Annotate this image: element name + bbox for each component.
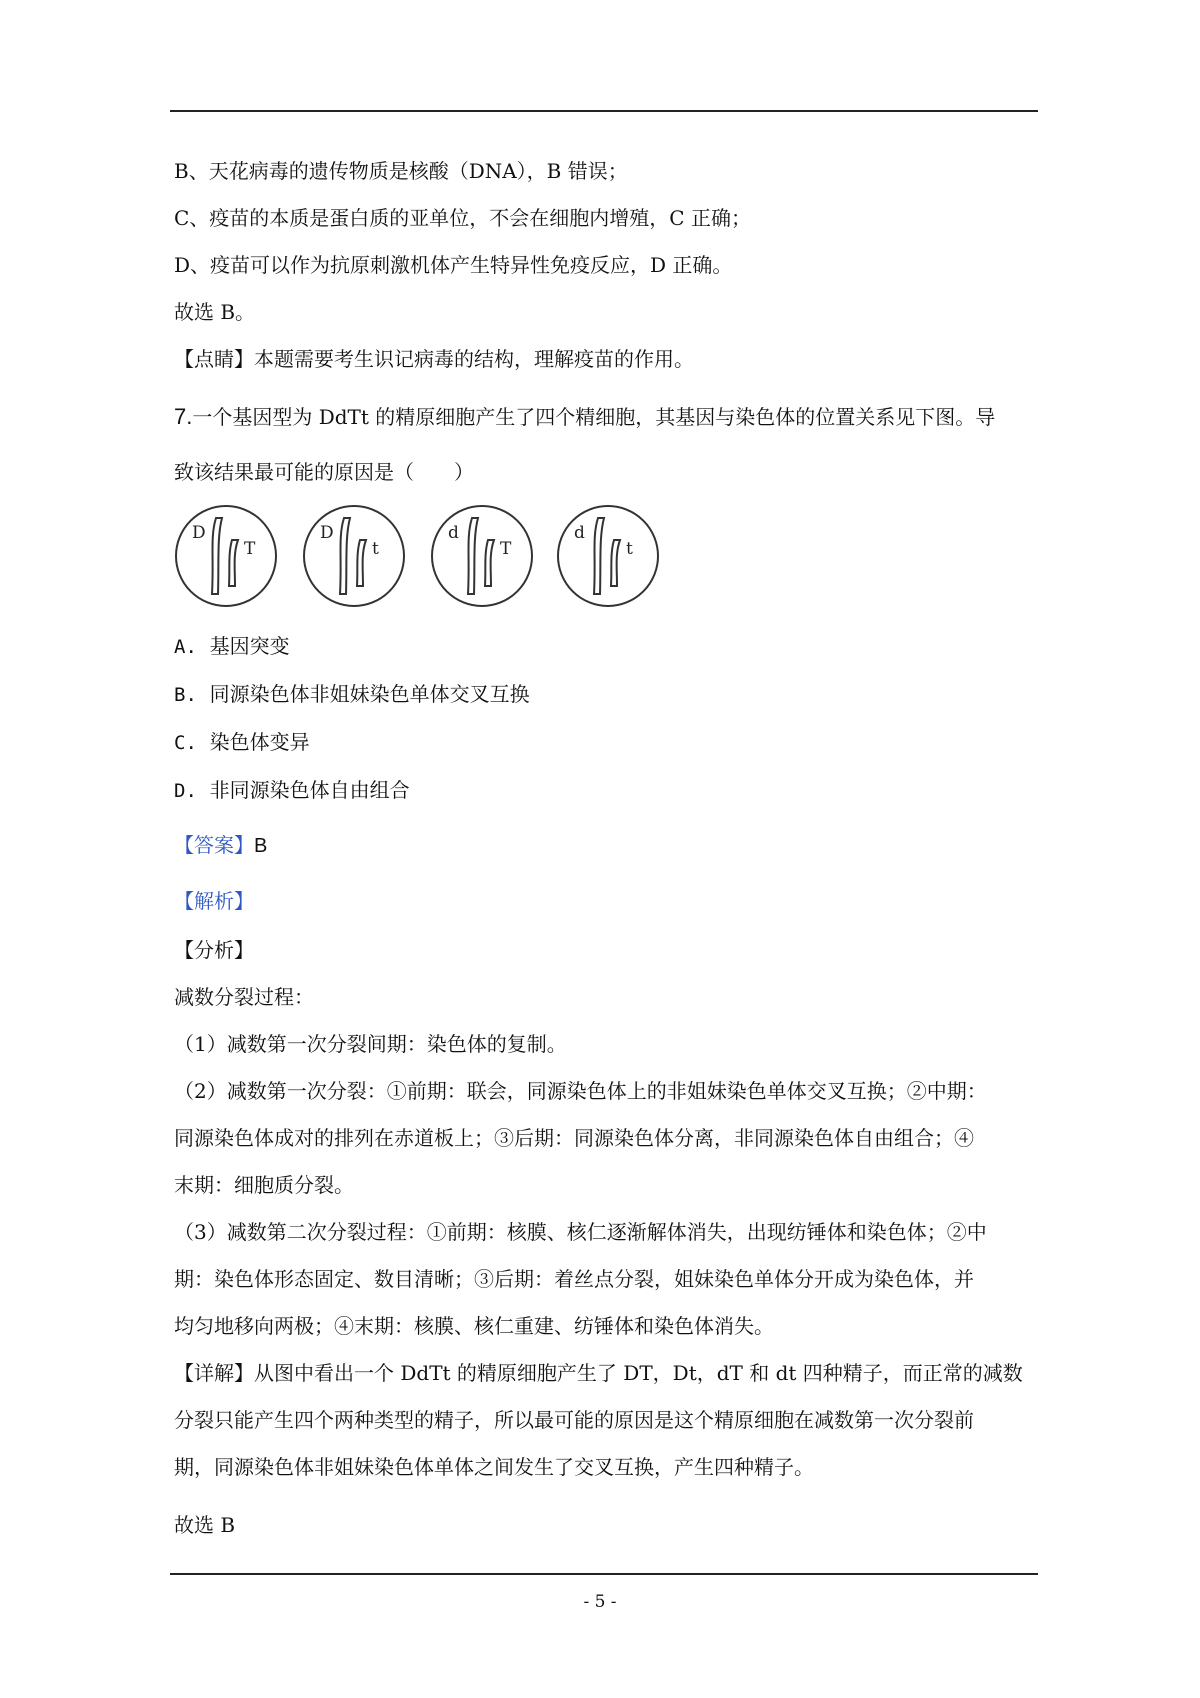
page-number: - 5 - — [583, 1592, 617, 1612]
option-d — [174, 776, 410, 805]
gene-label-right: T — [500, 539, 512, 559]
option-letter: D. — [174, 780, 197, 802]
analysis-line: 同源染色体成对的排列在赤道板上；③后期：同源染色体分离，非同源染色体自由组合；④ — [174, 1126, 974, 1150]
analysis-line: （2）减数第一次分裂：①前期：联会，同源染色体上的非姐妹染色单体交叉互换；②中期： — [174, 1079, 987, 1103]
option-text: 非同源染色体自由组合 — [209, 778, 410, 802]
analysis-line: 减数分裂过程： — [174, 985, 314, 1009]
note-text: 本题需要考生识记病毒的结构，理解疫苗的作用。 — [254, 347, 694, 371]
option-c — [174, 728, 310, 757]
gene-label-right: t — [626, 539, 633, 559]
gene-label-left: D — [320, 523, 334, 543]
gene-label-right: T — [244, 539, 256, 559]
detail-line-2: 分裂只能产生四个两种类型的精子，所以最可能的原因是这个精原细胞在减数第一次分裂前 — [174, 1408, 974, 1432]
prev-note — [174, 345, 694, 373]
question-stem-text-1: 一个基因型为 DdTt 的精原细胞产生了四个精细胞，其基因与染色体的位置关系见下图。导 — [192, 405, 996, 429]
cell-diagram-1 — [172, 502, 280, 610]
analysis-sub-tag: 【分析】 — [174, 938, 254, 962]
question-stem-line-2: 致该结果最可能的原因是（ ） — [174, 460, 474, 484]
cell-diagram-2 — [300, 502, 408, 610]
question-stem-line-1 — [174, 403, 995, 431]
question-number: 7. — [174, 404, 193, 429]
cell-membrane — [304, 506, 404, 606]
prev-choice: 故选 B。 — [174, 300, 256, 324]
answer-value: B — [254, 835, 268, 857]
detail-text: 从图中看出一个 DdTt 的精原细胞产生了 DT，Dt，dT 和 dt 四种精子，而正常的减数 — [254, 1361, 1023, 1385]
small-chromosome — [229, 540, 238, 586]
detail-tag: 【详解】 — [174, 1361, 254, 1385]
option-letter: A. — [174, 636, 197, 658]
large-chromosome — [212, 518, 222, 594]
cell-membrane — [432, 506, 532, 606]
prev-option-d-explanation: D、疫苗可以作为抗原刺激机体产生特异性免疫反应，D 正确。 — [174, 253, 733, 277]
answer-tag: 【答案】 — [174, 833, 254, 857]
option-letter: B. — [174, 684, 197, 706]
note-tag: 【点睛】 — [174, 347, 254, 371]
gene-label-right: t — [372, 539, 379, 559]
large-chromosome — [340, 518, 350, 594]
cell-diagram-3 — [428, 502, 536, 610]
gene-label-left: d — [448, 523, 459, 543]
gene-label-left: D — [192, 523, 206, 543]
chromosome-figure — [172, 502, 672, 614]
option-text: 同源染色体非姐妹染色单体交叉互换 — [209, 682, 530, 706]
answer-line — [174, 831, 267, 860]
small-chromosome — [357, 540, 366, 586]
analysis-line: 末期：细胞质分裂。 — [174, 1173, 354, 1197]
analysis-line: 均匀地移向两极；④末期：核膜、核仁重建、纺锤体和染色体消失。 — [174, 1314, 774, 1338]
cell-diagram-4 — [554, 502, 662, 610]
large-chromosome — [594, 518, 604, 594]
footer-rule — [170, 1573, 1038, 1575]
detail-line-3: 期，同源染色体非姐妹染色体单体之间发生了交叉互换，产生四种精子。 — [174, 1455, 814, 1479]
prev-option-b-explanation: B、天花病毒的遗传物质是核酸（DNA），B 错误； — [174, 159, 628, 183]
analysis-line: （3）减数第二次分裂过程：①前期：核膜、核仁逐渐解体消失，出现纺锤体和染色体；②中 — [174, 1220, 987, 1244]
large-chromosome — [468, 518, 478, 594]
detail-line-1 — [174, 1359, 1023, 1387]
option-letter: C. — [174, 732, 197, 754]
cell-membrane — [558, 506, 658, 606]
header-rule — [170, 110, 1038, 112]
analysis-line: 期：染色体形态固定、数目清晰；③后期：着丝点分裂，姐妹染色单体分开成为染色体，并 — [174, 1267, 974, 1291]
option-a — [174, 632, 290, 661]
cell-membrane — [176, 506, 276, 606]
option-text: 基因突变 — [209, 634, 290, 658]
prev-option-c-explanation: C、疫苗的本质是蛋白质的亚单位，不会在细胞内增殖，C 正确； — [174, 206, 751, 230]
final-choice: 故选 B — [174, 1513, 236, 1537]
option-text: 染色体变异 — [209, 730, 310, 754]
analysis-tag: 【解析】 — [174, 889, 254, 913]
small-chromosome — [611, 540, 620, 586]
gene-label-left: d — [574, 523, 585, 543]
analysis-line: （1）减数第一次分裂间期：染色体的复制。 — [174, 1032, 567, 1056]
option-b — [174, 680, 530, 709]
small-chromosome — [485, 540, 494, 586]
